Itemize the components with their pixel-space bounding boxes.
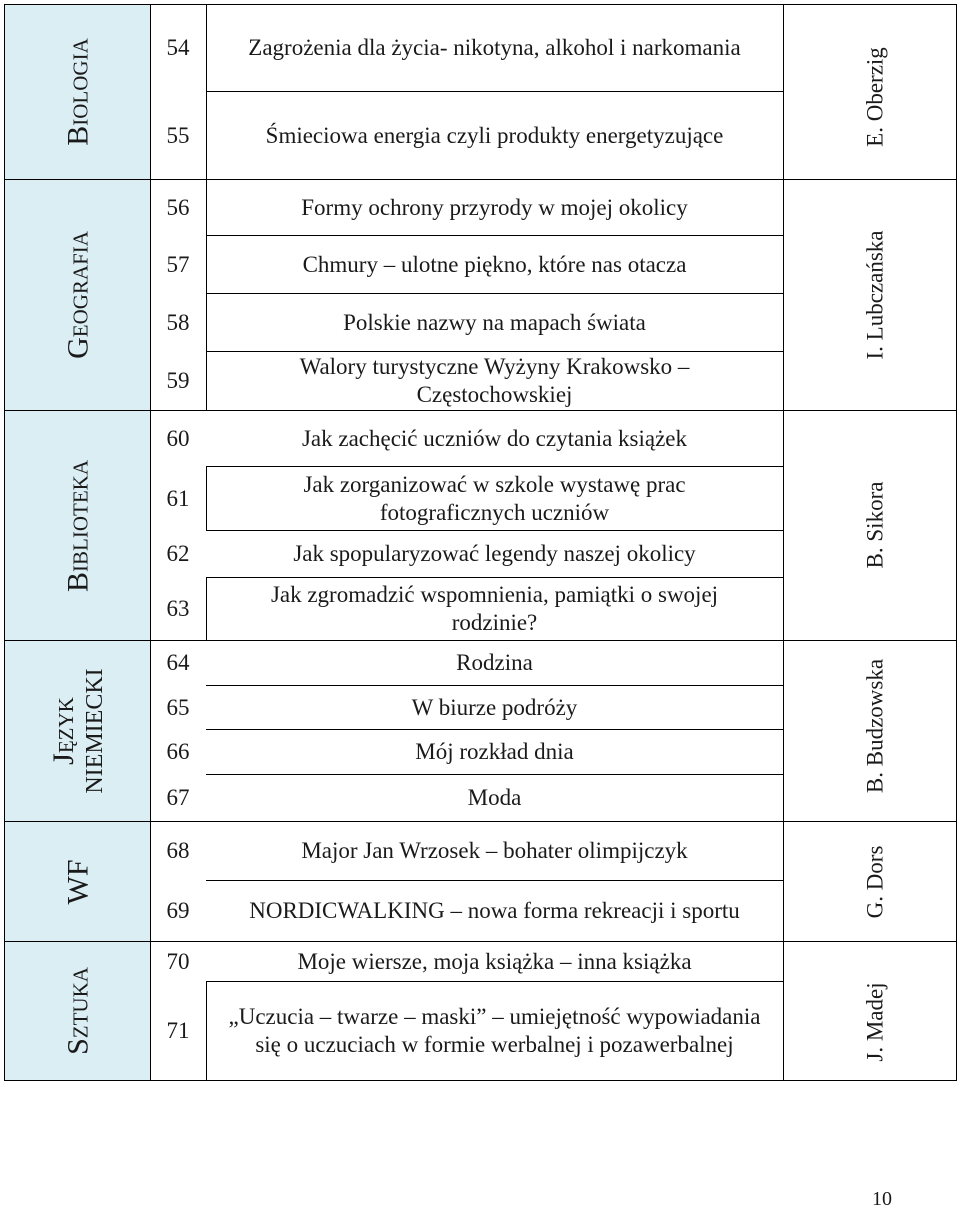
author-name: B. Budzowska: [862, 658, 888, 794]
subject-label: Sztuka: [60, 967, 94, 1055]
row-divider: [206, 981, 783, 982]
row-title: Moje wiersze, moja książka – inna książka: [297, 948, 692, 974]
row-title: NORDICWALKING – nowa forma rekreacji i sportu: [249, 898, 740, 924]
table-border: [4, 4, 5, 1081]
author-cell: [783, 5, 960, 179]
row-title: Jak zorganizować w szkole wystawę prac fotograficznych uczniów: [303, 471, 686, 525]
author-name: E. Oberzig: [862, 47, 888, 147]
row-divider: [206, 774, 783, 775]
row-divider: [206, 466, 783, 467]
row-title: Chmury – ulotne piękno, które nas otacza: [302, 251, 687, 277]
row-number: 70: [166, 948, 190, 974]
page-number: 10: [872, 1188, 892, 1210]
subject-wf: [5, 822, 150, 941]
author-name: G. Dors: [862, 845, 888, 919]
table-border: [956, 4, 957, 1081]
row-divider: [206, 530, 783, 531]
row-title: Zagrożenia dla życia- nikotyna, alkohol i narkomania: [248, 35, 741, 61]
table-border: [5, 1080, 957, 1081]
row-number: 54: [166, 35, 190, 60]
row-title: Rodzina: [456, 650, 533, 676]
subject-geografia: [5, 180, 150, 410]
author-cell: [783, 641, 960, 821]
row-number: 69: [166, 898, 190, 923]
row-title: „Uczucia – twarze – maski” – umiejętność wypowiadania się o uczuciach w formie werbalnej i pozawerbalnej: [228, 1004, 761, 1057]
row-divider: [206, 351, 783, 352]
row-title: Jak spopularyzować legendy naszej okolicy: [293, 541, 696, 567]
row-number: 59: [166, 368, 190, 393]
row-title: Walory turystyczne Wyżyny Krakowsko – Częstochowskiej: [299, 354, 690, 407]
row-number: 57: [166, 251, 190, 277]
row-title: Major Jan Wrzosek – bohater olimpijczyk: [301, 838, 688, 864]
row-number: 63: [166, 596, 190, 621]
author-cell: [783, 942, 960, 1080]
row-number: 71: [166, 1018, 190, 1043]
author-name: I. Lubczańska: [862, 230, 888, 360]
row-divider: [206, 729, 783, 730]
author-name: J. Madej: [862, 982, 888, 1062]
column-divider: [206, 4, 207, 411]
column-divider: [783, 4, 784, 1081]
row-number: 64: [166, 650, 190, 675]
group-divider: [5, 941, 957, 942]
subject-sztuka: [5, 942, 150, 1080]
author-cell: [783, 180, 960, 410]
row-number: 67: [166, 785, 190, 810]
row-number: 58: [166, 309, 190, 335]
row-number: 62: [166, 541, 190, 566]
group-divider: [5, 821, 957, 822]
subject-label-line1: Język: [46, 697, 80, 765]
row-title: Mój rozkład dnia: [415, 739, 574, 765]
row-divider: [206, 577, 783, 578]
author-cell: [783, 411, 960, 640]
row-title: Formy ochrony przyrody w mojej okolicy: [301, 194, 688, 220]
row-divider: [206, 235, 783, 236]
group-divider: [5, 640, 957, 641]
row-number: 68: [166, 838, 190, 863]
column-divider: [150, 4, 151, 1081]
row-title: W biurze podróży: [411, 694, 578, 720]
subject-biblioteka: [5, 411, 150, 640]
subject-label: Geografia: [60, 231, 94, 359]
subject-label: Biblioteka: [60, 459, 94, 592]
row-number: 55: [166, 122, 190, 148]
row-number: 65: [166, 694, 190, 720]
column-divider: [206, 467, 207, 530]
row-title: Jak zachęcić uczniów do czytania książek: [301, 425, 688, 451]
row-title: Jak zgromadzić wspomnienia, pamiątki o swojej rodzinie?: [270, 582, 719, 635]
row-divider: [206, 91, 783, 92]
row-title: Moda: [467, 785, 522, 811]
row-divider: [206, 880, 783, 881]
row-number: 60: [166, 425, 190, 451]
author-cell: [783, 822, 960, 941]
subject-label-line2: NIEMIECKI: [82, 668, 109, 794]
row-number: 61: [166, 485, 190, 511]
subject-label: WF: [60, 859, 94, 904]
row-number: 56: [166, 194, 190, 220]
subject-label: [46, 668, 110, 793]
table-border: [5, 4, 957, 5]
row-title: Polskie nazwy na mapach świata: [343, 309, 646, 335]
subject-label: Biologia: [60, 38, 94, 146]
row-number: 66: [166, 739, 190, 764]
subject-jezyk-niemiecki: [5, 641, 150, 821]
row-title: Śmieciowa energia czyli produkty energetyzujące: [265, 122, 724, 148]
group-divider: [5, 179, 957, 180]
row-divider: [206, 293, 783, 294]
author-name: B. Sikora: [862, 481, 888, 569]
group-divider: [5, 410, 957, 411]
subject-biologia: [5, 5, 150, 179]
column-divider: [206, 982, 207, 1080]
column-divider: [206, 578, 207, 640]
row-divider: [206, 685, 783, 686]
